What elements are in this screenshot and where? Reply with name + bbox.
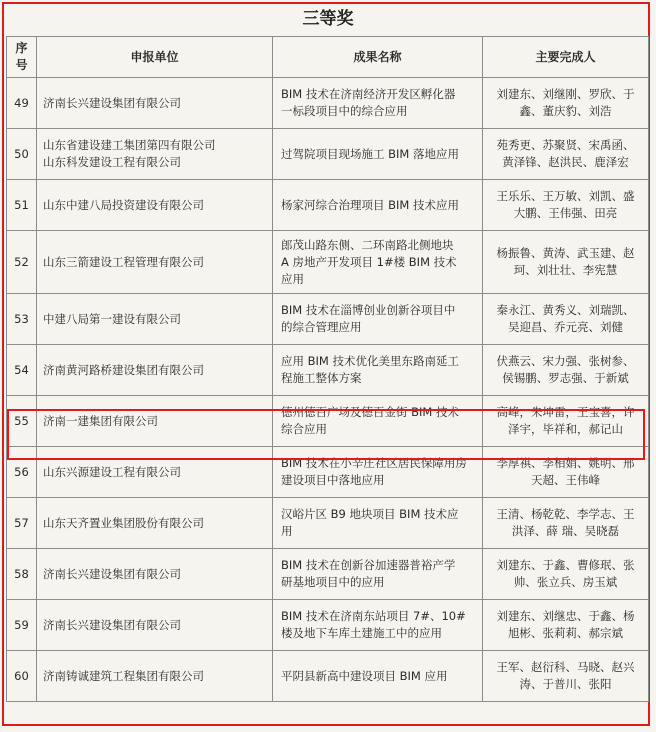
cell-unit-line: 山东三箭建设工程管理有限公司 — [43, 254, 204, 269]
cell-achievement-line: BIM 技术在济南东站项目 7#、10# — [281, 609, 466, 623]
cell-team — [483, 129, 649, 180]
cell-achievement-line: 研基地项目中的应用 — [281, 575, 385, 589]
table-row — [7, 129, 649, 180]
cell-achievement-line: 的综合管理应用 — [281, 320, 362, 334]
cell-unit — [37, 231, 273, 294]
cell-achievement-line: BIM 技术在淄博创业创新谷项目中 — [281, 303, 456, 317]
cell-team — [483, 180, 649, 231]
header-index — [7, 37, 37, 78]
cell-achievement-line: BIM 技术在济南经济开发区孵化器 — [281, 87, 456, 101]
cell-achievement-line: 应用 BIM 技术优化美里东路南延工 — [281, 354, 460, 368]
cell-team-line: 李厚祺、李相娟、姚明、邢 — [496, 456, 635, 470]
cell-unit-line: 山东兴源建设工程有限公司 — [43, 464, 181, 479]
cell-team-line: 苑秀更、苏聚贤、宋禹函、 — [496, 138, 635, 152]
header-achievement: 成果名称 — [273, 37, 483, 78]
cell-achievement — [273, 549, 483, 600]
cell-team-line: 王清、杨乾乾、李学志、王 — [496, 507, 635, 521]
cell-unit — [37, 345, 273, 396]
table-row — [7, 345, 649, 396]
cell-achievement-line: 楼及地下车库土建施工中的应用 — [281, 626, 442, 640]
cell-unit — [37, 78, 273, 129]
cell-team-line: 天超、王伟峰 — [531, 473, 600, 487]
cell-team-line: 王军、赵衍科、马晓、赵兴 — [496, 660, 635, 674]
cell-team — [483, 78, 649, 129]
cell-unit-line: 济南一建集团有限公司 — [43, 413, 158, 428]
cell-index-line: 57 — [14, 515, 29, 530]
cell-index — [7, 651, 37, 702]
cell-team — [483, 498, 649, 549]
cell-team — [483, 651, 649, 702]
cell-unit — [37, 396, 273, 447]
cell-team-line: 大鹏、王伟强、田亮 — [513, 206, 618, 220]
cell-achievement-line: 德州德百广场及德百金街 BIM 技术 — [281, 405, 460, 419]
cell-index-line: 50 — [14, 146, 29, 161]
cell-achievement-line: 建设项目中落地应用 — [281, 473, 385, 487]
cell-achievement — [273, 498, 483, 549]
cell-index — [7, 129, 37, 180]
cell-achievement — [273, 129, 483, 180]
cell-unit — [37, 600, 273, 651]
cell-index-line: 52 — [14, 254, 29, 269]
cell-achievement — [273, 396, 483, 447]
cell-unit — [37, 651, 273, 702]
table-row — [7, 78, 649, 129]
cell-unit-line: 中建八局第一建设有限公司 — [43, 311, 181, 326]
cell-index-line: 49 — [14, 95, 29, 110]
cell-achievement — [273, 345, 483, 396]
cell-team — [483, 600, 649, 651]
cell-unit-line: 山东天齐置业集团股份有限公司 — [43, 515, 204, 530]
cell-team — [483, 447, 649, 498]
cell-unit-line: 济南长兴建设集团有限公司 — [43, 95, 181, 110]
cell-index — [7, 345, 37, 396]
cell-achievement-line: 杨家河综合治理项目 BIM 技术应用 — [281, 197, 460, 212]
cell-team-line: 刘建东、刘继刚、罗欣、于 — [496, 87, 635, 101]
cell-index — [7, 549, 37, 600]
cell-index-line: 54 — [14, 362, 29, 377]
cell-unit-line: 济南黄河路桥建设集团有限公司 — [43, 362, 204, 377]
cell-index — [7, 231, 37, 294]
cell-achievement-line: 用 — [281, 524, 293, 538]
header-index-char-2: 号 — [15, 58, 28, 72]
cell-achievement-line: 平阴县新高中建设项目 BIM 应用 — [281, 668, 448, 683]
cell-unit-line: 济南长兴建设集团有限公司 — [43, 617, 181, 632]
table-row — [7, 600, 649, 651]
cell-achievement-line: 应用 — [281, 271, 304, 286]
cell-achievement-line: 程施工整体方案 — [281, 371, 362, 385]
cell-index — [7, 294, 37, 345]
cell-unit — [37, 549, 273, 600]
cell-unit — [37, 294, 273, 345]
cell-unit — [37, 129, 273, 180]
cell-team-line: 旭彬、张莉莉、郝宗斌 — [508, 626, 623, 640]
cell-team-line: 涛、于普川、张阳 — [519, 677, 612, 691]
cell-unit-line: 山东中建八局投资建设有限公司 — [43, 197, 204, 212]
cell-team — [483, 231, 649, 294]
cell-index-line: 53 — [14, 311, 29, 326]
cell-team-line: 秦永江、黄秀义、刘瑞凯、 — [496, 303, 635, 317]
table-row — [7, 180, 649, 231]
cell-index-line: 59 — [14, 617, 29, 632]
cell-achievement-line: 综合应用 — [281, 422, 327, 436]
cell-unit — [37, 498, 273, 549]
cell-achievement — [273, 180, 483, 231]
cell-achievement-line: BIM 技术在创新谷加速器普裕产学 — [281, 558, 456, 572]
cell-achievement-line: A 房地产开发项目 1#楼 BIM 技术 — [281, 254, 457, 269]
cell-team-line: 黄泽锋、赵洪民、鹿泽宏 — [502, 155, 629, 169]
table-row — [7, 294, 649, 345]
cell-team-line: 帅、张立兵、房玉斌 — [513, 575, 618, 589]
cell-team-line: 鑫、董庆豹、刘浩 — [519, 104, 612, 118]
cell-achievement-line: BIM 技术在小辛庄社区居民保障用房 — [281, 456, 467, 470]
cell-achievement-line: 一标段项目中的综合应用 — [281, 104, 408, 118]
cell-team — [483, 294, 649, 345]
cell-achievement — [273, 78, 483, 129]
cell-index — [7, 498, 37, 549]
cell-unit — [37, 180, 273, 231]
cell-team-line: 吴迎昌、乔元亮、刘健 — [508, 320, 623, 334]
cell-achievement — [273, 600, 483, 651]
header-unit: 申报单位 — [37, 37, 273, 78]
cell-unit-line: 山东科发建设工程有限公司 — [43, 155, 181, 169]
cell-team-line: 伏燕云、宋力强、张树参、 — [496, 354, 635, 368]
table-header-row — [7, 37, 649, 78]
table-row — [7, 549, 649, 600]
table-row — [7, 651, 649, 702]
cell-team-line: 杨振鲁、黄涛、武玉建、赵 — [496, 246, 635, 260]
cell-team-line: 高峰，朱坤雷，王宝喜，许 — [496, 405, 635, 419]
cell-index — [7, 180, 37, 231]
cell-achievement-line: 过驾院项目现场施工 BIM 落地应用 — [281, 146, 460, 161]
cell-unit-line: 济南铸诚建筑工程集团有限公司 — [43, 668, 204, 683]
cell-unit — [37, 447, 273, 498]
table-row — [7, 498, 649, 549]
cell-team-line: 洪泽、薛 瑞、吴晓磊 — [511, 524, 620, 538]
cell-team — [483, 396, 649, 447]
table-row — [7, 396, 649, 447]
cell-index — [7, 396, 37, 447]
cell-team-line: 侯锡鹏、罗志强、于新斌 — [502, 371, 629, 385]
cell-unit-line: 山东省建设建工集团第四有限公司 — [43, 138, 216, 152]
cell-index-line: 58 — [14, 566, 29, 581]
table-row — [7, 231, 649, 294]
cell-team-line: 泽宇，毕祥和，郝记山 — [508, 422, 623, 436]
page-title: 三等奖 — [302, 9, 354, 29]
cell-achievement — [273, 651, 483, 702]
cell-team — [483, 345, 649, 396]
cell-index — [7, 600, 37, 651]
cell-achievement-line: 郎茂山路东侧、二环南路北侧地块 — [281, 237, 454, 252]
table-row — [7, 447, 649, 498]
cell-index-line: 60 — [14, 668, 29, 683]
cell-unit-line: 济南长兴建设集团有限公司 — [43, 566, 181, 581]
header-index-char-1: 序 — [15, 41, 28, 55]
cell-achievement — [273, 447, 483, 498]
header-team: 主要完成人 — [483, 37, 649, 78]
cell-index-line: 55 — [14, 413, 29, 428]
cell-team-line: 刘建东、于鑫、曹修珉、张 — [496, 558, 635, 572]
cell-achievement — [273, 294, 483, 345]
cell-team-line: 珂、刘壮壮、李宪慧 — [513, 263, 618, 277]
cell-team — [483, 549, 649, 600]
cell-index — [7, 447, 37, 498]
cell-index-line: 56 — [14, 464, 29, 479]
awards-table — [6, 36, 649, 702]
cell-team-line: 刘建东、刘继忠、于鑫、杨 — [496, 609, 635, 623]
cell-index — [7, 78, 37, 129]
cell-achievement-line: 汉峪片区 B9 地块项目 BIM 技术应 — [281, 507, 459, 521]
cell-index-line: 51 — [14, 197, 29, 212]
cell-achievement — [273, 231, 483, 294]
cell-team-line: 王乐乐、王万敏、刘凯、盛 — [496, 189, 635, 203]
